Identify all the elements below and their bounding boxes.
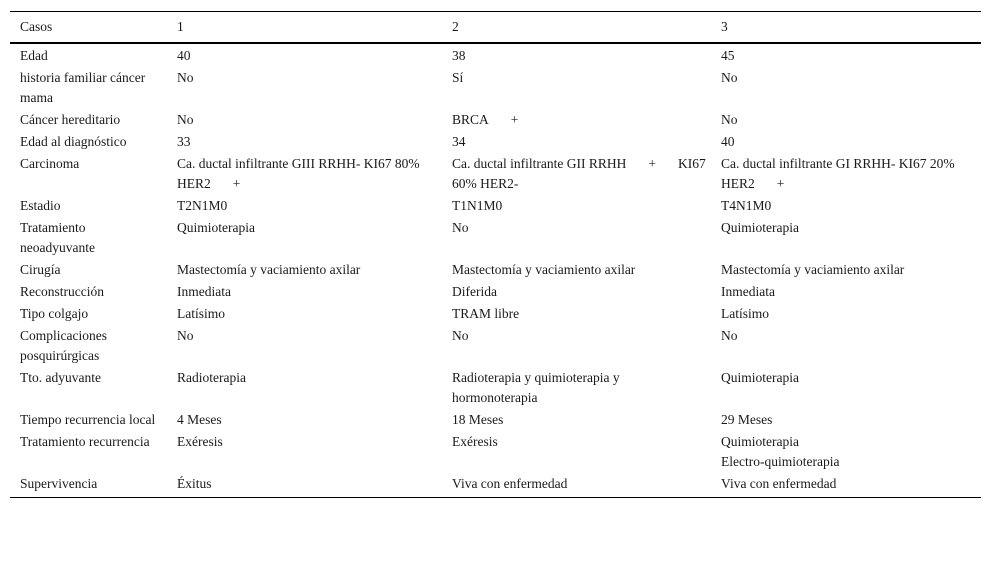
cell-case-2: BRCA + [452,112,519,127]
table-body [10,43,981,498]
row-label: Carcinoma [20,156,80,171]
cell-case-2: No [452,220,469,235]
cell-case-2: Radioterapia y quimioterapia y hormonoterapia [452,370,623,405]
row-label: Tipo colgajo [20,306,89,321]
cell-case-2: T1N1M0 [452,198,503,213]
cell-case-1: No [177,70,194,85]
cell-case-3: No [721,70,738,85]
table-row [10,131,981,153]
table-row [10,431,981,473]
cell-case-3: Mastectomía y vaciamiento axilar [721,262,905,277]
table-header [10,12,981,44]
cell-case-1: No [177,112,194,127]
cell-case-1: 33 [177,134,191,149]
row-label: Tto. adyuvante [20,370,101,385]
cell-case-2: Viva con enfermedad [452,476,568,491]
header-row [10,12,981,44]
header-case-2: 2 [452,19,459,34]
header-casos: Casos [20,19,53,34]
table-row [10,153,981,195]
cell-case-1: 40 [177,48,191,63]
table-row [10,217,981,259]
table-row [10,109,981,131]
cell-case-2: 38 [452,48,466,63]
table-row [10,195,981,217]
cell-case-1: No [177,328,194,343]
cell-case-2: TRAM libre [452,306,520,321]
cell-case-3: No [721,112,738,127]
clinical-cases-table [10,11,981,498]
cell-case-1: Mastectomía y vaciamiento axilar [177,262,361,277]
clinical-cases-table-container [10,11,981,498]
cell-case-2: Ca. ductal infiltrante GII RRHH + KI67 60% HER2- [452,156,710,191]
row-label: Estadio [20,198,61,213]
cell-case-2: 34 [452,134,466,149]
table-row [10,259,981,281]
cell-case-1: T2N1M0 [177,198,228,213]
row-label: Tratamiento recurrencia [20,434,150,449]
cell-case-3: Ca. ductal infiltrante GI RRHH- KI67 20% HER2 + [721,156,958,191]
cell-case-3: 45 [721,48,735,63]
cell-case-3: Latísimo [721,306,769,321]
cell-case-3: T4N1M0 [721,198,772,213]
table-row [10,303,981,325]
table-row [10,409,981,431]
cell-case-1: Éxitus [177,476,212,491]
cell-case-2: Mastectomía y vaciamiento axilar [452,262,636,277]
cell-case-2: Diferida [452,284,497,299]
cell-case-3: Quimioterapia [721,220,799,235]
cell-case-3: Quimioterapia [721,370,799,385]
row-label: Cirugía [20,262,61,277]
table-row [10,473,981,498]
header-case-3: 3 [721,19,728,34]
cell-case-1: Radioterapia [177,370,246,385]
table-row [10,367,981,409]
row-label: Edad al diagnóstico [20,134,127,149]
row-label: historia familiar cáncer mama [20,70,146,105]
cell-case-1: 4 Meses [177,412,222,427]
cell-case-3: Inmediata [721,284,775,299]
row-label: Reconstrucción [20,284,104,299]
cell-case-2: No [452,328,469,343]
cell-case-1: Inmediata [177,284,231,299]
row-label: Supervivencia [20,476,98,491]
cell-case-2: 18 Meses [452,412,504,427]
cell-case-1: Quimioterapia [177,220,255,235]
cell-case-1: Ca. ductal infiltrante GIII RRHH- KI67 80% HER2 + [177,156,423,191]
table-row [10,281,981,303]
table-row [10,67,981,109]
row-label: Cáncer hereditario [20,112,121,127]
cell-case-3: Viva con enfermedad [721,476,837,491]
table-row [10,43,981,67]
row-label: Complicaciones posquirúrgicas [20,328,107,363]
cell-case-3: Quimioterapia Electro-quimioterapia [721,434,840,469]
row-label: Tratamiento neoadyuvante [20,220,95,255]
table-row [10,325,981,367]
cell-case-2: Exéresis [452,434,498,449]
cell-case-2: Sí [452,70,464,85]
cell-case-3: 40 [721,134,735,149]
row-label: Tiempo recurrencia local [20,412,156,427]
cell-case-1: Latísimo [177,306,225,321]
row-label: Edad [20,48,48,63]
cell-case-1: Exéresis [177,434,223,449]
cell-case-3: No [721,328,738,343]
cell-case-3: 29 Meses [721,412,773,427]
header-case-1: 1 [177,19,184,34]
